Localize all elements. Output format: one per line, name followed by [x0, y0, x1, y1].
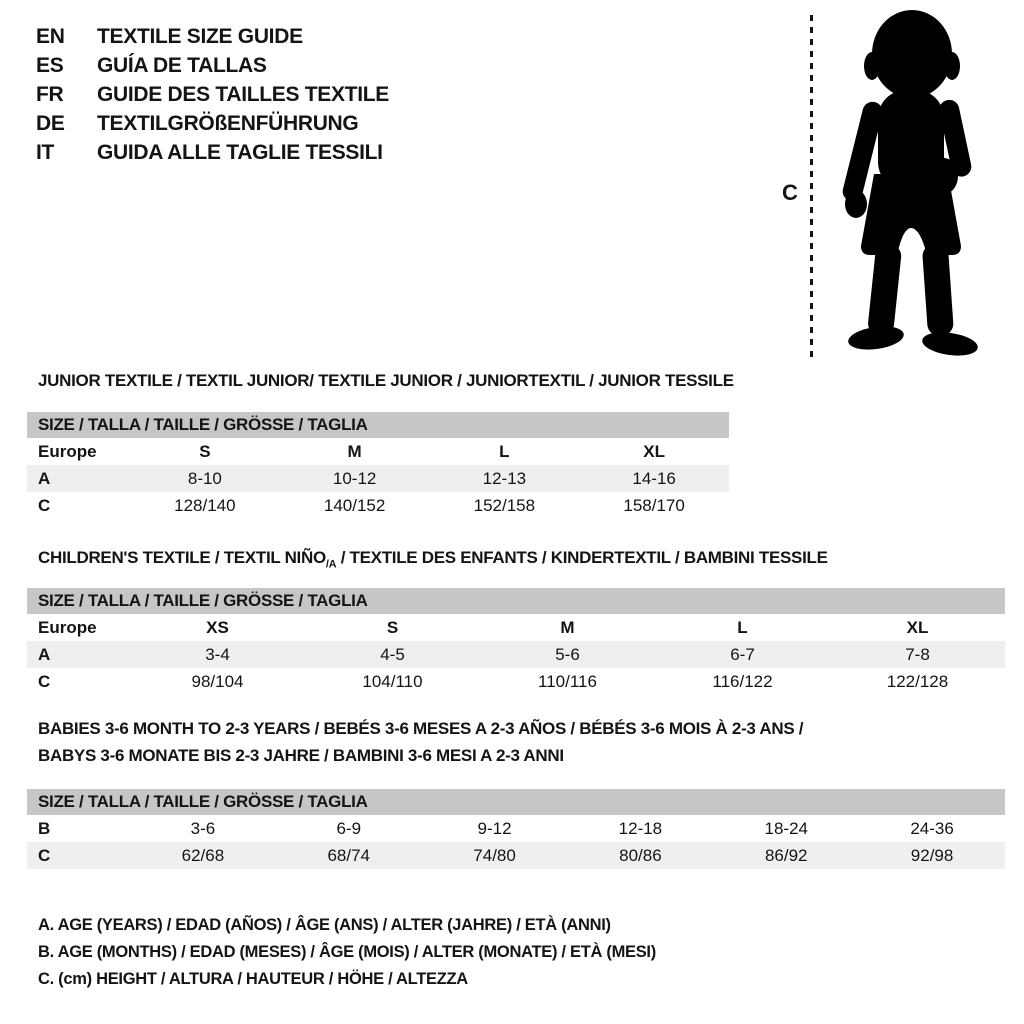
baby-silhouette-icon [824, 8, 996, 360]
table-row-europe [27, 614, 1005, 641]
row-label: C [38, 672, 51, 691]
language-row-it [36, 138, 389, 167]
row-label: C [38, 496, 51, 515]
table-row-height [27, 842, 1005, 869]
guide-title: GUIDE DES TAILLES TEXTILE [97, 83, 389, 106]
language-row-fr [36, 80, 389, 109]
height-cell: 116/122 [712, 672, 773, 691]
children-title-text: / TEXTILE DES ENFANTS / KINDERTEXTIL / BAMBINI TESSILE [336, 548, 828, 567]
height-cell: 74/80 [473, 846, 516, 865]
size-cell: L [499, 442, 510, 461]
height-cell: 62/68 [181, 846, 225, 865]
row-label: Europe [38, 442, 97, 461]
age-cell: 18-24 [764, 819, 808, 838]
table-row-age [27, 641, 1005, 668]
age-cell: 3-6 [190, 819, 216, 838]
age-cell: 4-5 [380, 645, 405, 664]
height-cell: 152/158 [473, 496, 536, 515]
junior-section-title: JUNIOR TEXTILE / TEXTIL JUNIOR/ TEXTILE JUNIOR / JUNIORTEXTIL / JUNIOR TESSILE [38, 371, 734, 390]
age-cell: 3-4 [205, 645, 230, 664]
language-code: IT [36, 141, 55, 164]
row-label: C [38, 846, 51, 865]
children-section-title [38, 548, 828, 570]
size-header-bar: SIZE / TALLA / TAILLE / GRÖSSE / TAGLIA [27, 412, 729, 438]
height-cell: 128/140 [174, 496, 236, 515]
height-cell: 104/110 [362, 672, 423, 691]
language-code: ES [36, 54, 64, 77]
babies-section-title-line1: BABIES 3-6 MONTH TO 2-3 YEARS / BEBÉS 3-6 MESES A 2-3 AÑOS / BÉBÉS 3-6 MOIS À 2-3 ANS / [38, 719, 804, 738]
row-label: A [38, 469, 51, 488]
height-cell: 122/128 [886, 672, 949, 691]
legend-footnotes [38, 912, 656, 993]
children-title-subscript: /A [325, 558, 337, 571]
size-cell: M [560, 618, 575, 637]
height-cell: 68/74 [327, 846, 371, 865]
age-cell: 14-16 [632, 469, 676, 488]
age-cell: 5-6 [555, 645, 580, 664]
height-measure-dotted-line [810, 15, 813, 360]
table-row-height [27, 492, 729, 519]
height-cell: 92/98 [910, 846, 954, 865]
babies-section-title-line2: BABYS 3-6 MONATE BIS 2-3 JAHRE / BAMBINI 3-6 MESI A 2-3 ANNI [38, 746, 564, 765]
size-header-bar: SIZE / TALLA / TAILLE / GRÖSSE / TAGLIA [27, 588, 1005, 614]
size-cell: XS [206, 618, 229, 637]
row-label: B [38, 819, 51, 838]
table-row-age [27, 465, 729, 492]
age-cell: 7-8 [905, 645, 930, 664]
age-cell: 6-9 [336, 819, 362, 838]
age-cell: 12-13 [482, 469, 527, 488]
language-row-de [36, 109, 389, 138]
language-code: DE [36, 112, 65, 135]
age-cell: 8-10 [187, 469, 222, 488]
babies-size-table [27, 789, 1005, 869]
height-measure-label: C [782, 180, 798, 205]
guide-title: TEXTILE SIZE GUIDE [97, 25, 303, 48]
footnote-b: B. AGE (MONTHS) / EDAD (MESES) / ÂGE (MOIS) / ALTER (MONATE) / ETÀ (MESI) [38, 943, 656, 961]
children-title-text: CHILDREN'S TEXTILE / TEXTIL NIÑO [38, 548, 326, 567]
size-cell: L [737, 618, 748, 637]
table-row-height [27, 668, 1005, 695]
size-cell: S [199, 442, 211, 461]
height-cell: 140/152 [323, 496, 386, 515]
footnote-c: C. (cm) HEIGHT / ALTURA / HAUTEUR / HÖHE / ALTEZZA [38, 970, 468, 988]
language-row-es [36, 51, 389, 80]
age-cell: 6-7 [730, 645, 755, 664]
table-row-europe [27, 438, 729, 465]
age-cell: 12-18 [618, 819, 663, 838]
age-cell: 24-36 [910, 819, 954, 838]
size-cell: XL [906, 618, 929, 637]
height-cell: 158/170 [623, 496, 685, 515]
row-label: Europe [38, 618, 97, 637]
language-code: EN [36, 25, 65, 48]
height-cell: 98/104 [191, 672, 244, 691]
height-cell: 80/86 [619, 846, 662, 865]
footnote-a: A. AGE (YEARS) / EDAD (AÑOS) / ÂGE (ANS) / ALTER (JAHRE) / ETÀ (ANNI) [38, 916, 611, 934]
junior-size-table [27, 412, 729, 519]
table-row-age-months [27, 815, 1005, 842]
guide-title: GUIDA ALLE TAGLIE TESSILI [97, 141, 383, 164]
height-cell: 110/116 [538, 672, 597, 691]
size-cell: S [386, 618, 399, 637]
language-code: FR [36, 83, 64, 106]
guide-title: GUÍA DE TALLAS [97, 54, 267, 77]
age-cell: 10-12 [332, 469, 377, 488]
children-size-table [27, 588, 1005, 695]
guide-title: TEXTILGRÖßENFÜHRUNG [97, 112, 359, 135]
row-label: A [38, 645, 51, 664]
size-cell: XL [643, 442, 665, 461]
height-measure-figure [758, 5, 1008, 363]
height-cell: 86/92 [764, 846, 808, 865]
size-header-bar: SIZE / TALLA / TAILLE / GRÖSSE / TAGLIA [27, 789, 1005, 815]
language-row-en [36, 22, 389, 51]
age-cell: 9-12 [477, 819, 512, 838]
language-title-list [36, 22, 389, 167]
size-cell: M [347, 442, 362, 461]
